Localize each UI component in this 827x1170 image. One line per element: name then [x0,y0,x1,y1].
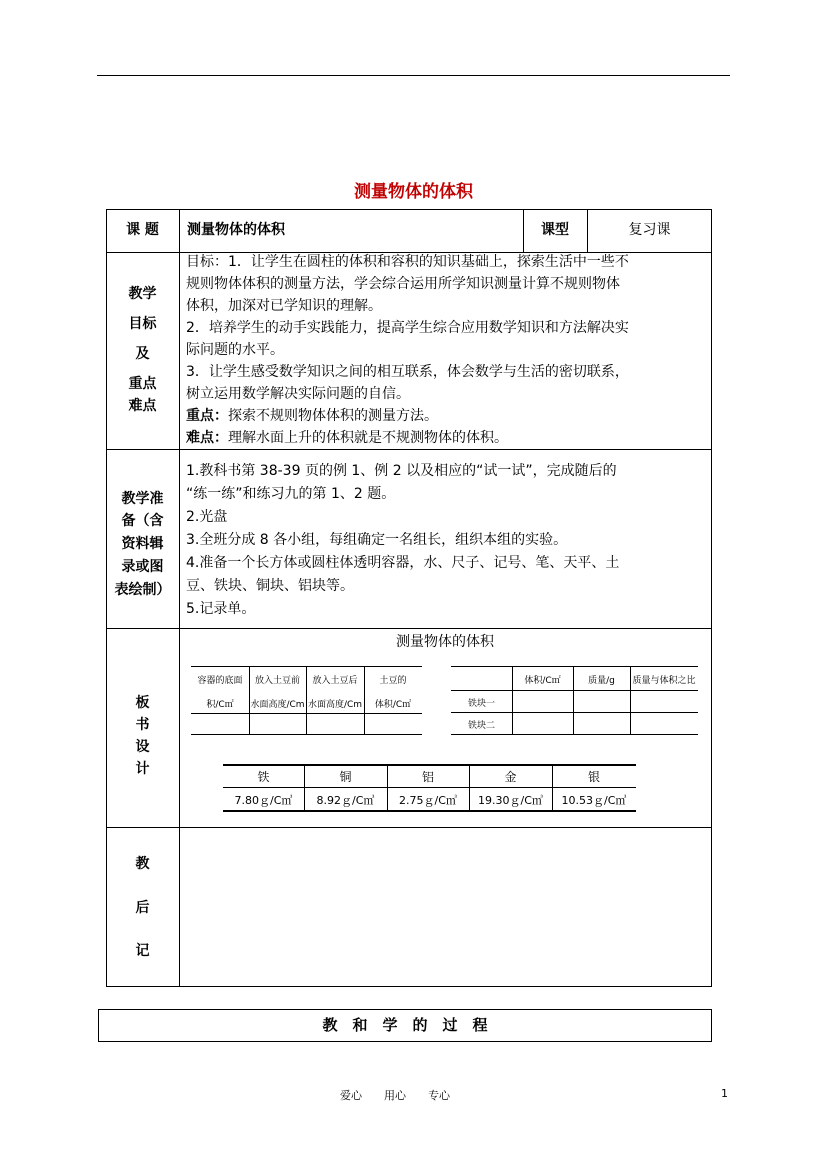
goals-label-4: 重点 [128,376,157,392]
prep-label-4: 录或图 [121,559,164,575]
footer-motto: 爱心 用心 专心 [340,1089,450,1102]
goals-line: 2．培养学生的动手实践能力，提高学生综合应用数学知识和方法解决实 [186,320,629,336]
board-heading: 测量物体的体积 [396,634,494,650]
goals-line: 3．让学生感受数学知识之间的相互联系，体会数学与生活的密切联系， [186,364,629,380]
prep-line: 1.教科书第 38-39 页的例 1、例 2 以及相应的“试一试”，完成随后的 [186,463,617,479]
prep-label-2: 备（含 [121,513,164,529]
difficult-point: 难点：理解水面上升的体积就是不规测物体的体积。 [186,430,508,446]
goals-label-2: 目标 [128,316,157,332]
goals-label-1: 教学 [128,286,157,302]
type-label: 课型 [541,222,569,238]
after-label-2: 后 [135,900,150,916]
prep-text [186,460,710,621]
topic-label: 课 题 [126,222,159,238]
goals-text [186,251,710,449]
prep-label-1: 教学准 [121,491,164,507]
key-point: 重点：探索不规则物体体积的测量方法。 [186,408,438,424]
board-label-3: 设 [135,739,150,755]
after-label-1: 教 [135,856,150,872]
prep-label-5: 表绘制） [114,582,171,598]
after-label-3: 记 [135,943,150,959]
prep-line: 3.全班分成 8 各小组，每组确定一名组长，组织本组的实验。 [186,532,568,548]
board-label-1: 板 [135,695,150,711]
goals-line: 树立运用数学解决实际问题的自信。 [186,386,410,402]
prep-line: “练一练”和练习九的第 1、2 题。 [186,486,396,502]
page-title: 测量物体的体积 [354,182,473,202]
board-label-2: 书 [135,717,150,733]
board-label-4: 计 [135,761,150,777]
goals-line: 规则物体体积的测量方法，学会综合运用所学知识测量计算不规则物体 [186,276,620,292]
goals-label-5: 难点 [128,398,157,414]
topic-value: 测量物体的体积 [187,222,285,238]
process-title: 教 和 学 的 过 程 [322,1016,488,1034]
prep-line: 5.记录单。 [186,601,256,617]
header-rule [97,75,730,76]
goals-line: 目标：1．让学生在圆柱的体积和容积的知识基础上，探索生活中一些不 [186,254,629,270]
page-number: 1 [721,1087,728,1100]
goals-line: 际问题的水平。 [186,342,284,358]
type-value: 复习课 [628,222,671,238]
prep-line: 豆、铁块、铜块、铝块等。 [186,578,354,594]
prep-label-3: 资料辑 [121,536,164,552]
prep-line: 2.光盘 [186,509,228,525]
goals-line: 体积，加深对已学知识的理解。 [186,298,382,314]
prep-line: 4.准备一个长方体或圆柱体透明容器，水、尺子、记号、笔、天平、土 [186,555,620,571]
goals-label-3: 及 [135,346,150,362]
